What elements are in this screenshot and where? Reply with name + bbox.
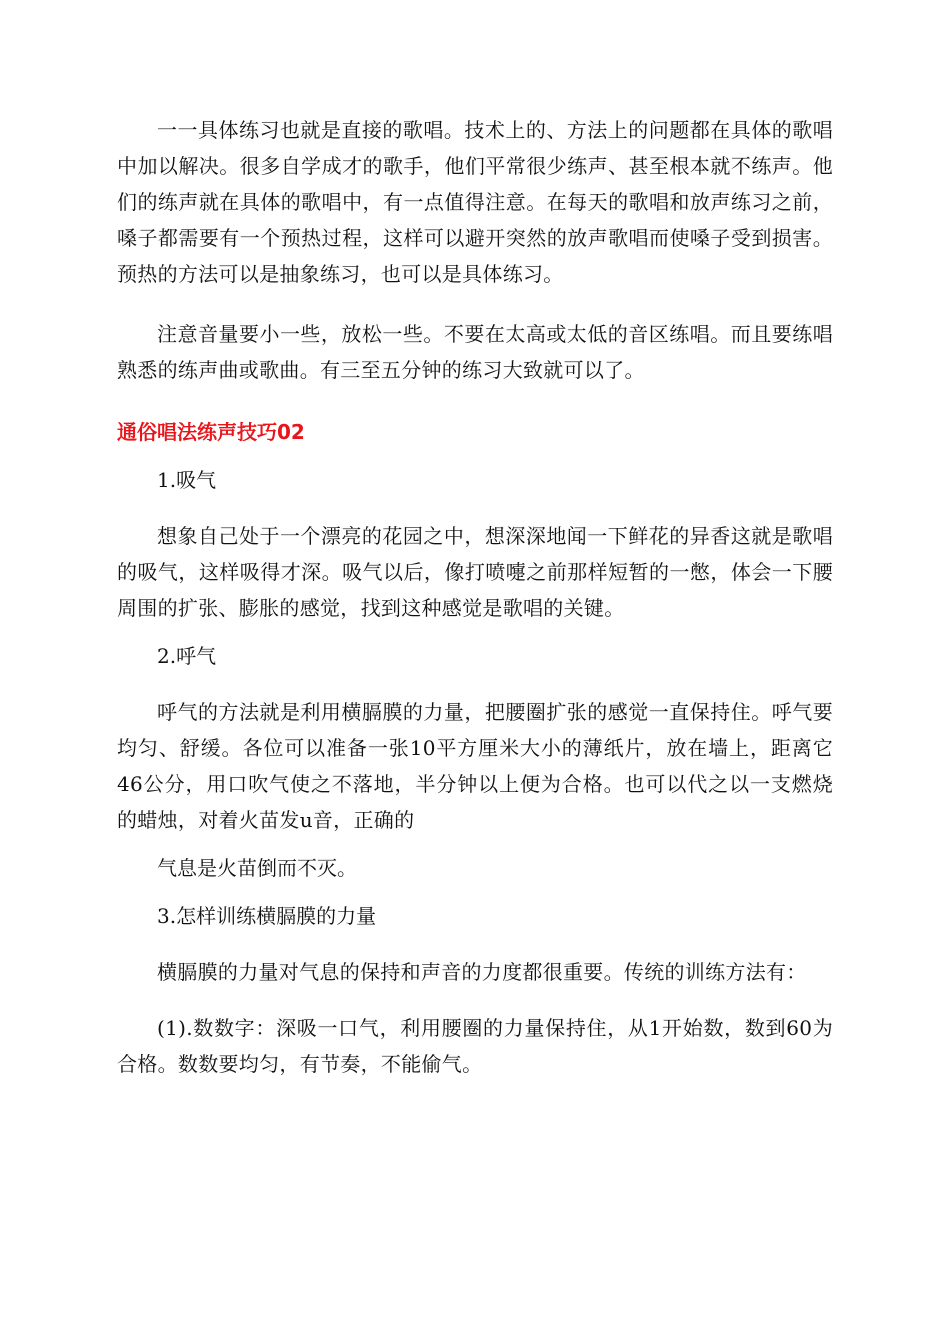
- paragraph-diaphragm: 横膈膜的力量对气息的保持和声音的力度都很重要。传统的训练方法有：: [157, 960, 807, 984]
- paragraph-exhale-continued: 气息是火苗倒而不灭。: [157, 856, 357, 880]
- paragraph-counting: (1).数数字：深吸一口气，利用腰圈的力量保持住，从1开始数，数到60为合格。数数要均匀，有节奏，不能偷气。: [117, 1016, 833, 1076]
- item-title-exhale: 2.呼气: [157, 644, 217, 668]
- paragraph-exhale: 呼气的方法就是利用横膈膜的力量，把腰圈扩张的感觉一直保持住。呼气要均匀、舒缓。各位可以准备一张10平方厘米大小的薄纸片，放在墙上，距离它46公分，用口吹气使之不落地，半分钟以上便为合格。也可以代之以一支燃烧的蜡烛，对着火苗发u音，正确的: [117, 700, 833, 832]
- item-title-diaphragm: 3.怎样训练横膈膜的力量: [157, 904, 377, 928]
- paragraph-warmup: 一一具体练习也就是直接的歌唱。技术上的、方法上的问题都在具体的歌唱中加以解决。很多自学成才的歌手，他们平常很少练声、甚至根本就不练声。他们的练声就在具体的歌唱中，有一点值得注意。在每天的歌唱和放声练习之前，嗓子都需要有一个预热过程，这样可以避开突然的放声歌唱而使嗓子受到损害。预热的方法可以是抽象练习，也可以是具体练习。: [117, 118, 833, 286]
- paragraph-volume: 注意音量要小一些，放松一些。不要在太高或太低的音区练唱。而且要练唱熟悉的练声曲或歌曲。有三至五分钟的练习大致就可以了。: [117, 322, 833, 382]
- section-heading: 通俗唱法练声技巧02: [117, 420, 305, 444]
- item-title-inhale: 1.吸气: [157, 468, 217, 492]
- paragraph-inhale: 想象自己处于一个漂亮的花园之中，想深深地闻一下鲜花的异香这就是歌唱的吸气，这样吸得才深。吸气以后，像打喷嚏之前那样短暂的一憋，体会一下腰周围的扩张、膨胀的感觉，找到这种感觉是歌唱的关键。: [117, 524, 833, 620]
